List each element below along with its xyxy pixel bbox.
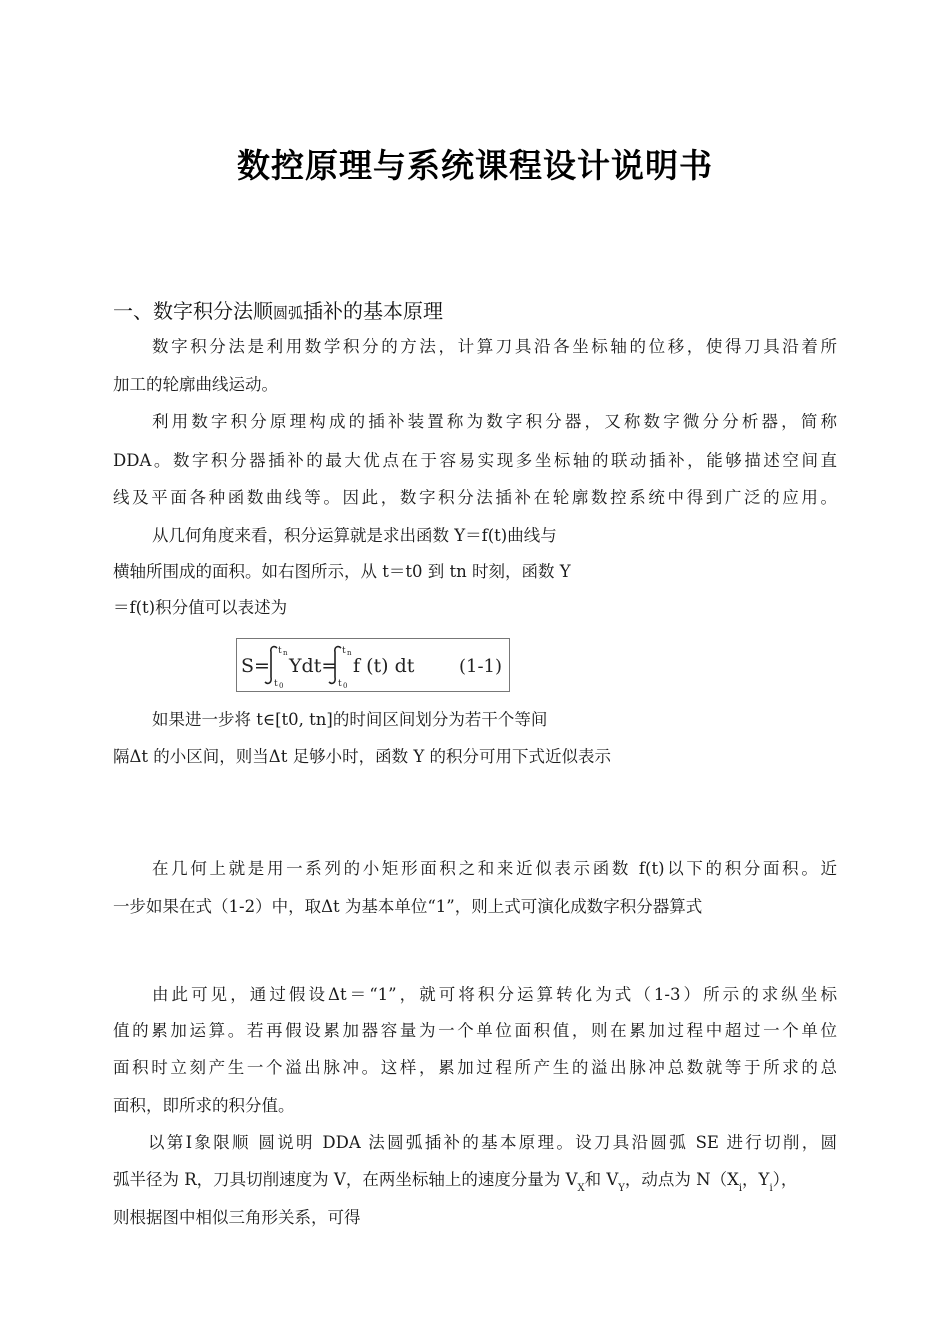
formula-upper-1: t xyxy=(278,646,282,656)
formula-upper-sub-2: n xyxy=(347,649,352,657)
subscript: Y xyxy=(618,1183,625,1194)
paragraph-line: 数字积分法是利用数学积分的方法，计算刀具沿各坐标轴的位移，使得刀具沿着所 xyxy=(152,337,837,356)
formula-upper-sub-1: n xyxy=(283,649,288,657)
subscript: i xyxy=(738,1183,743,1194)
formula-integrand-2: f (t) dt xyxy=(353,655,415,677)
paragraph-line: 隔Δt 的小区间，则当Δt 足够小时，函数 Y 的积分可用下式近似表示 xyxy=(113,747,611,766)
subscript: i xyxy=(769,1183,773,1194)
paragraph-line: 由此可见，通过假设Δt＝“1”，就可将积分运算转化为式（1-3）所示的求纵坐标 xyxy=(152,985,837,1004)
formula-svg xyxy=(237,639,509,691)
paragraph-line: 加工的轮廓曲线运动。 xyxy=(113,375,278,394)
text-run: ，Y xyxy=(742,1170,770,1189)
section-heading-small: 圆弧 xyxy=(273,304,304,322)
formula-lower-sub-2: 0 xyxy=(343,682,348,690)
section-heading-part1: 一、数字积分法顺 xyxy=(113,299,273,323)
paragraph-line: 在几何上就是用一系列的小矩形面积之和来近似表示函数 f(t)以下的积分面积。近 xyxy=(152,859,837,878)
formula-lhs: S= xyxy=(241,655,270,677)
formula-lower-sub-1: 0 xyxy=(279,682,284,690)
paragraph-line: 线及平面各种函数曲线等。因此，数字积分法插补在轮廓数控系统中得到广泛的应用。 xyxy=(113,488,837,507)
formula-image xyxy=(236,638,510,692)
paragraph-line: 面积时立刻产生一个溢出脉冲。这样，累加过程所产生的溢出脉冲总数就等于所求的总 xyxy=(113,1058,837,1077)
formula-integrand-1: Ydt= xyxy=(289,655,338,677)
paragraph-line: 面积，即所求的积分值。 xyxy=(113,1096,295,1115)
paragraph-line: ＝f(t)积分值可以表述为 xyxy=(113,598,288,617)
subscript: X xyxy=(577,1183,585,1194)
text-run: ）， xyxy=(772,1170,798,1189)
section-heading xyxy=(113,295,443,324)
formula-number: (1-1) xyxy=(459,656,503,677)
formula-lower-2: t xyxy=(338,679,342,689)
section-heading-part2: 插补的基本原理 xyxy=(303,299,444,323)
text-run: 和 V xyxy=(584,1170,619,1189)
paragraph-line: 则根据图中相似三角形关系，可得 xyxy=(113,1208,361,1227)
text-run: 弧半径为 R，刀具切削速度为 V，在两坐标轴上的速度分量为 V xyxy=(113,1170,578,1189)
formula-lower-1: t xyxy=(274,679,278,689)
text-run: ，动点为 N（X xyxy=(624,1170,739,1189)
paragraph-line: DDA。数字积分器插补的最大优点在于容易实现多坐标轴的联动插补，能够描述空间直 xyxy=(113,451,837,470)
paragraph-line: 如果进一步将 t∈[t0, tn]的时间区间划分为若干个等间 xyxy=(152,710,548,729)
paragraph-line: 从几何角度来看，积分运算就是求出函数 Y＝f(t)曲线与 xyxy=(152,526,557,545)
document-title: 数控原理与系统课程设计说明书 xyxy=(237,146,713,185)
paragraph-line: 利用数字积分原理构成的插补装置称为数字积分器，又称数字微分分析器，简称 xyxy=(152,412,837,431)
paragraph-line xyxy=(113,1170,797,1199)
paragraph-line: 以第Ⅰ象限顺 圆说明 DDA 法圆弧插补的基本原理。设刀具沿圆弧 SE 进行切削，圆 xyxy=(148,1133,837,1152)
paragraph-line: 横轴所围成的面积。如右图所示，从 t＝t0 到 tn 时刻，函数 Y xyxy=(113,562,571,581)
formula-upper-2: t xyxy=(342,646,346,656)
paragraph-line: 值的累加运算。若再假设累加器容量为一个单位面积值，则在累加过程中超过一个单位 xyxy=(113,1021,837,1040)
paragraph-line: 一步如果在式（1-2）中，取Δt 为基本单位“1”，则上式可演化成数字积分器算式 xyxy=(113,897,703,916)
